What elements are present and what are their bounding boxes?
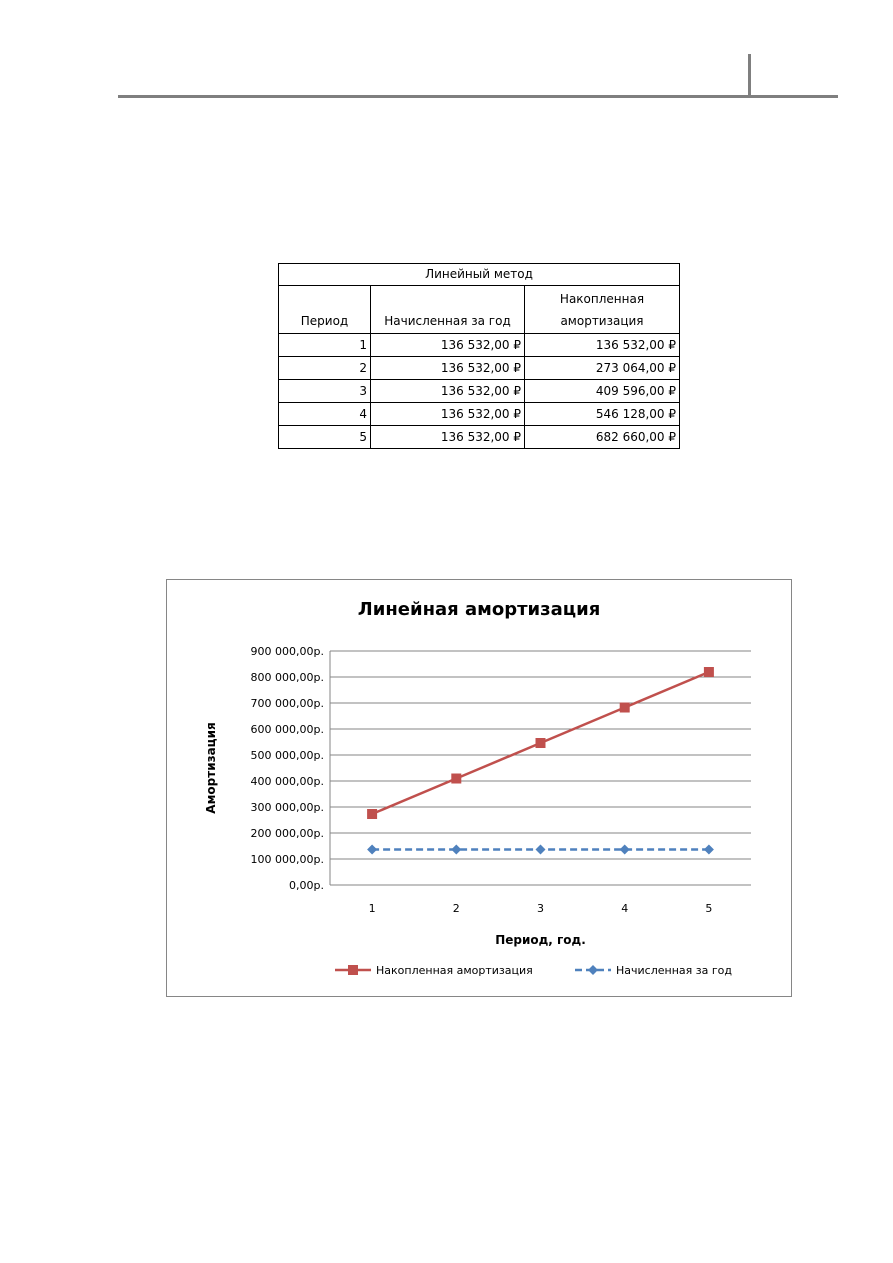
y-tick-label: 400 000,00р. [250,775,324,788]
x-tick-label: 2 [452,902,460,915]
cell-annual: 136 532,00 ₽ [371,403,525,426]
table-row [279,403,680,426]
y-axis-title: Амортизация [204,722,218,814]
data-point-2 [536,845,546,855]
y-tick-label: 0,00р. [289,879,324,892]
legend-label-1: Накопленная амортизация [376,964,533,977]
header-accumulated: Накопленная амортизация [525,286,680,334]
y-tick-label: 100 000,00р. [250,853,324,866]
cell-annual: 136 532,00 ₽ [371,380,525,403]
cell-accumulated: 682 660,00 ₽ [525,426,680,449]
table-title: Линейный метод [279,264,680,286]
x-tick-label: 5 [705,902,713,915]
header-period: Период [279,286,371,334]
y-tick-label: 500 000,00р. [250,749,324,762]
data-point-2 [451,845,461,855]
data-point-1 [451,774,461,784]
cell-accumulated: 546 128,00 ₽ [525,403,680,426]
x-tick-label: 1 [368,902,376,915]
table-row [279,426,680,449]
legend-marker-1 [348,965,358,975]
line-chart [167,580,791,996]
data-point-1 [367,809,377,819]
cell-annual: 136 532,00 ₽ [371,426,525,449]
table-row [279,380,680,403]
data-point-2 [620,845,630,855]
cell-accumulated: 136 532,00 ₽ [525,334,680,357]
table-row [279,334,680,357]
data-point-2 [704,845,714,855]
legend-label-2: Начисленная за год [616,964,732,977]
y-tick-label: 900 000,00р. [250,645,324,658]
y-tick-label: 700 000,00р. [250,697,324,710]
x-tick-label: 3 [537,902,544,915]
y-tick-label: 200 000,00р. [250,827,324,840]
y-tick-label: 600 000,00р. [250,723,324,736]
linear-method-table [278,263,680,449]
data-point-1 [536,738,546,748]
x-axis-title: Период, год. [495,933,586,947]
data-point-2 [367,845,377,855]
chart-container [166,579,792,997]
cell-accumulated: 409 596,00 ₽ [525,380,680,403]
x-tick-label: 4 [621,902,629,915]
cell-annual: 136 532,00 ₽ [371,357,525,380]
cell-accumulated: 273 064,00 ₽ [525,357,680,380]
chart-title: Линейная амортизация [357,599,601,620]
y-tick-label: 300 000,00р. [250,801,324,814]
header-annual: Начисленная за год [371,286,525,334]
cell-period: 2 [279,357,371,380]
data-point-1 [704,667,714,677]
cell-period: 4 [279,403,371,426]
cell-period: 1 [279,334,371,357]
header-rule [118,95,838,98]
table-row [279,357,680,380]
cell-period: 5 [279,426,371,449]
cell-annual: 136 532,00 ₽ [371,334,525,357]
data-point-1 [620,703,630,713]
legend-marker-2 [588,965,598,975]
cell-period: 3 [279,380,371,403]
header-divider [748,54,751,96]
y-tick-label: 800 000,00р. [250,671,324,684]
